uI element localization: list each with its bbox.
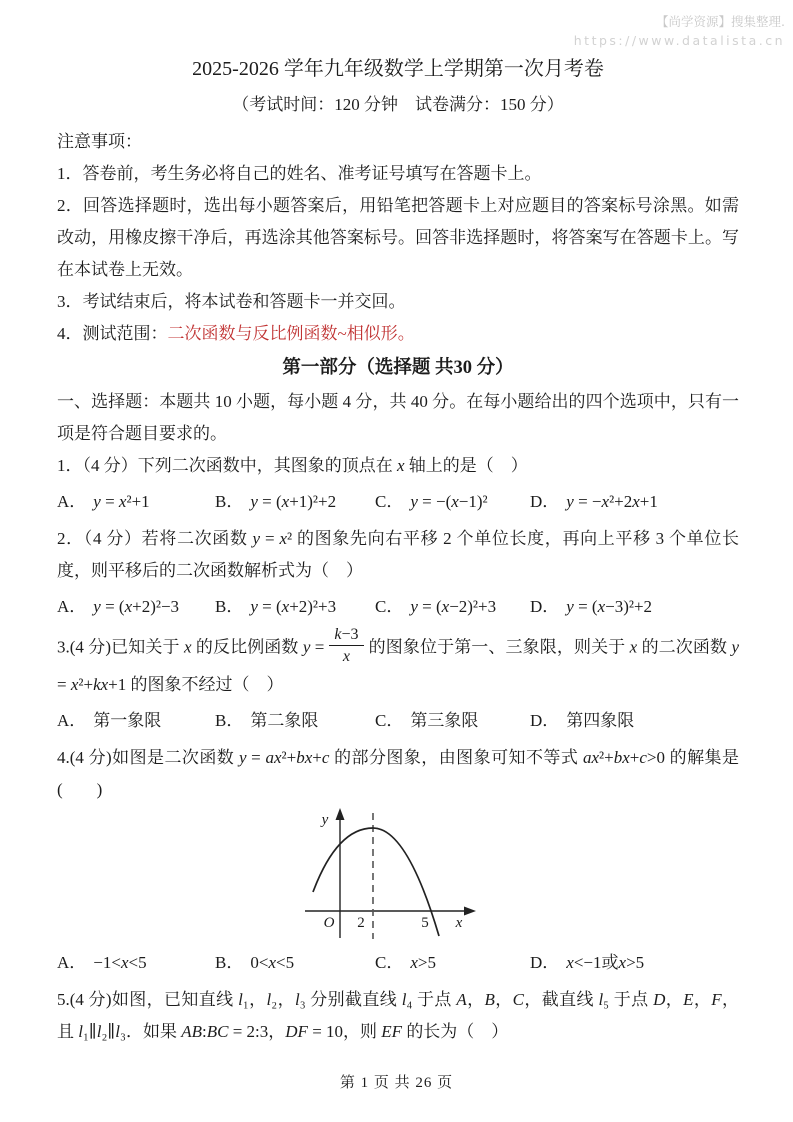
fraction-numerator: k−3	[329, 625, 363, 646]
fraction	[329, 625, 363, 666]
option-text: 第四象限	[566, 711, 635, 731]
option-label: D．	[530, 953, 560, 973]
x-tick-5: 5	[421, 915, 429, 932]
question-1-stem: 1．（4 分）下列二次函数中，其图象的顶点在 x 轴上的是（ ）	[57, 456, 528, 475]
section-heading: 第一部分（选择题 共30 分）	[282, 358, 514, 378]
question-3-option-c	[375, 706, 530, 736]
question-4-option-b	[215, 948, 375, 978]
question-1-option-c	[375, 487, 530, 517]
option-text: 0<x<5	[250, 953, 295, 973]
option-text: y = (x−2)²+3	[410, 597, 497, 616]
question-3-option-d	[530, 706, 739, 736]
section-intro: 一、选择题：本题共 10 小题，每小题 4 分，共 40 分。在每小题给出的四个选项中，只有一项是符合题目要求的。	[57, 392, 739, 443]
test-scope: 二次函数与反比例函数~相似形。	[167, 324, 415, 343]
notice-item-1: 1．答卷前，考生务必将自己的姓名、准考证号填写在答题卡上。	[57, 164, 542, 183]
question-2-option-b	[215, 592, 375, 622]
question-1-option-d	[530, 487, 739, 517]
question-4-option-c	[375, 948, 530, 978]
option-text: y = (x+1)²+2	[250, 492, 337, 511]
question-1-options	[57, 487, 739, 517]
question-3-option-a	[57, 706, 215, 736]
option-label: C．	[375, 953, 404, 973]
option-text: y = (x+2)²−3	[93, 597, 180, 616]
question-2-options	[57, 592, 739, 622]
notice-item-4-prefix: 4．测试范围：	[57, 324, 168, 343]
watermark-source: 【尚学资源】搜集整理.	[656, 14, 785, 29]
notice-heading: 注意事项：	[57, 132, 142, 151]
page-title: 2025-2026 学年九年级数学上学期第一次月考卷	[192, 58, 604, 80]
option-label: D．	[530, 492, 560, 511]
option-label: A．	[57, 492, 87, 511]
option-label: A．	[57, 953, 87, 973]
option-text: −1<x<5	[93, 953, 147, 973]
option-label: C．	[375, 711, 404, 731]
option-label: B．	[215, 492, 244, 511]
origin-label: O	[323, 915, 335, 932]
option-label: D．	[530, 597, 560, 616]
option-label: D．	[530, 711, 560, 731]
parabola-figure	[295, 808, 495, 943]
x-tick-2: 2	[357, 915, 365, 932]
option-text: 第二象限	[250, 711, 319, 731]
option-text: y = −x²+2x+1	[566, 492, 658, 511]
watermark-url: https://www.datalista.cn	[573, 33, 785, 48]
x-axis-label: x	[455, 915, 463, 932]
question-3-stem-after: 的图象位于第一、三象限，则关于 x 的二次函数 y = x²+kx+1 的图象不经过（ ）	[57, 637, 740, 695]
question-2-option-d	[530, 592, 739, 622]
question-3-options	[57, 706, 739, 736]
question-3-stem	[57, 628, 739, 701]
question-2-option-a	[57, 592, 215, 622]
option-text: 第一象限	[93, 711, 162, 731]
question-4-stem: 4.(4 分)如图是二次函数 y = ax²+bx+c 的部分图象，由图象可知不等式 ax²+bx+c>0 的解集是( )	[57, 748, 739, 800]
question-3-stem-before: 3.(4 分)已知关于 x 的反比例函数 y =	[57, 637, 325, 657]
option-label: B．	[215, 711, 244, 731]
option-label: B．	[215, 953, 244, 973]
question-2-option-c	[375, 592, 530, 622]
question-1-option-a	[57, 487, 215, 517]
option-text: y = x²+1	[93, 492, 150, 511]
notice-item-4	[57, 318, 739, 350]
option-text: x>5	[410, 953, 436, 973]
notice-item-3: 3．考试结束后，将本试卷和答题卡一并交回。	[57, 292, 406, 311]
option-text: y = (x+2)²+3	[250, 597, 337, 616]
question-5-stem: 5.(4 分)如图，已知直线 l₁，l₂，l₃ 分别截直线 l₄ 于点 A，B，C，截直线 l₅ 于点 D，E，F，且 l₁∥l₂∥l₃．如果 AB:BC = 2:3，DF = 10，则 EF 的长为（ ）	[57, 990, 740, 1042]
y-axis-label: y	[321, 812, 329, 829]
option-label: A．	[57, 711, 87, 731]
page-number: 第 1 页 共 26 页	[339, 1075, 454, 1091]
option-text: x<−1或x>5	[566, 953, 645, 973]
notice-block	[57, 126, 739, 350]
option-text: y = −(x−1)²	[410, 492, 488, 511]
question-4-option-d	[530, 948, 739, 978]
option-label: C．	[375, 492, 404, 511]
question-4-option-a	[57, 948, 215, 978]
question-2-stem: 2．（4 分）若将二次函数 y = x² 的图象先向右平移 2 个单位长度，再向上平移 3 个单位长度，则平移后的二次函数解析式为（ ）	[57, 529, 739, 580]
option-text: y = (x−3)²+2	[566, 597, 653, 616]
option-label: B．	[215, 597, 244, 616]
x-axis-arrow-icon	[464, 907, 476, 916]
option-label: A．	[57, 597, 87, 616]
y-axis-arrow-icon	[336, 808, 345, 820]
notice-item-2: 2．回答选择题时，选出每小题答案后，用铅笔把答题卡上对应题目的答案标号涂黑。如需改动，用橡皮擦干净后，再选涂其他答案标号。回答非选择题时，将答案写在答题卡上。写在本试卷上无效。	[57, 196, 739, 279]
question-1-option-b	[215, 487, 375, 517]
question-3-option-b	[215, 706, 375, 736]
option-label: C．	[375, 597, 404, 616]
option-text: 第三象限	[410, 711, 479, 731]
question-4-options	[57, 948, 739, 978]
fraction-denominator: x	[342, 648, 351, 666]
exam-meta: （考试时间：120 分钟 试卷满分：150 分）	[232, 95, 564, 114]
page-content	[57, 0, 739, 1048]
